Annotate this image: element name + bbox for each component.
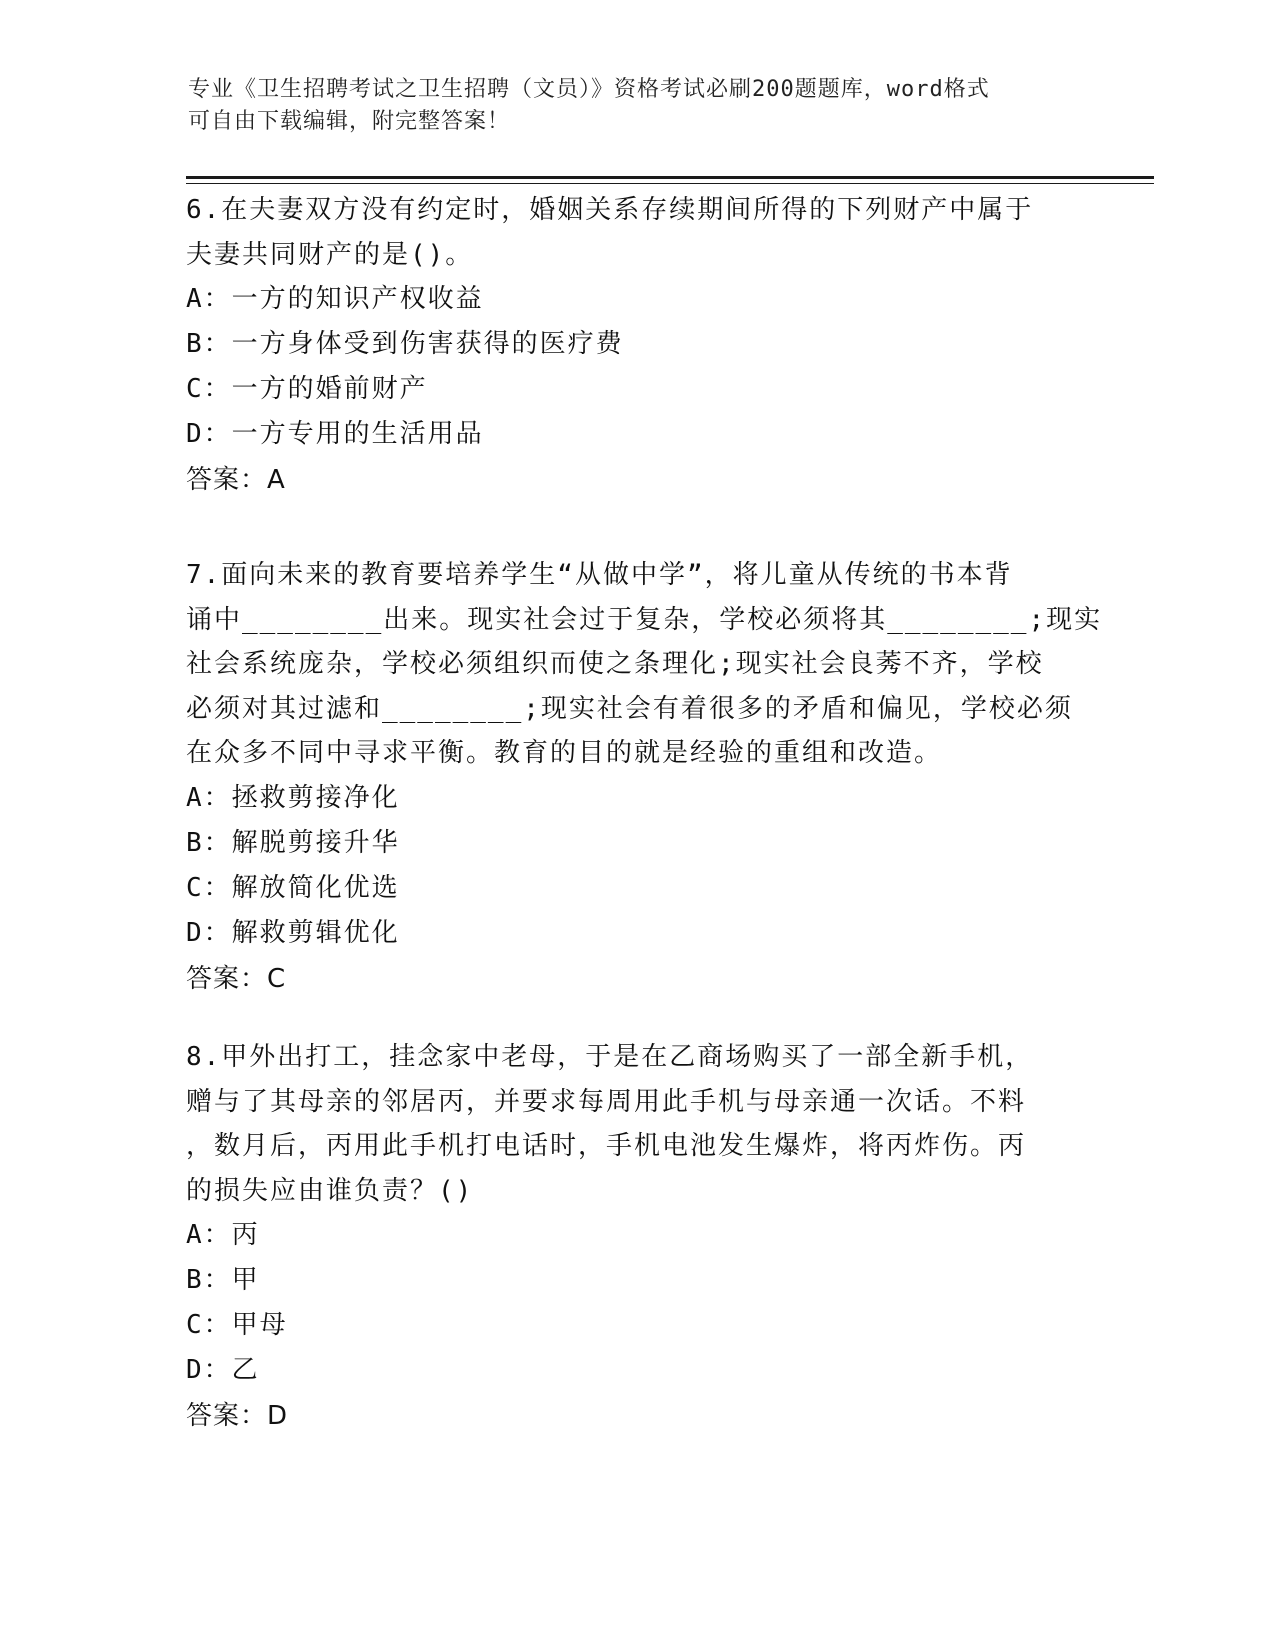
question-stem-line: 赠与了其母亲的邻居丙，并要求每周用此手机与母亲通一次话。不料 (186, 1086, 1027, 1117)
header-line-1: 专业《卫生招聘考试之卫生招聘（文员）》资格考试必刷200题题库，word格式 (188, 77, 990, 102)
question-stem-line: 必须对其过滤和________;现实社会有着很多的矛盾和偏见，学校必须 (186, 693, 1073, 724)
question-stem-line: 社会系统庞杂，学校必须组织而使之条理化;现实社会良莠不齐，学校 (186, 649, 1044, 679)
option-b: B：一方身体受到伤害获得的医疗费 (186, 329, 624, 359)
header-divider-thick (186, 176, 1154, 179)
question-stem-line: 7.面向未来的教育要培养学生“从做中学”，将儿童从传统的书本背 (186, 560, 1013, 590)
question-stem-line: 8.甲外出打工，挂念家中老母，于是在乙商场购买了一部全新手机， (186, 1042, 1034, 1072)
answer-line: 答案：D (186, 1401, 289, 1431)
question-stem-line: 诵中________出来。现实社会过于复杂，学校必须将其________;现实 (186, 604, 1103, 635)
question-8 (186, 1035, 1086, 1439)
option-b: B：解脱剪接升华 (186, 827, 400, 858)
option-d: D：解救剪辑优化 (186, 917, 400, 948)
document-header (188, 74, 1068, 138)
option-b: B：甲 (186, 1265, 260, 1295)
option-a: A：拯救剪接净化 (186, 782, 400, 813)
header-line-2: 可自由下载编辑，附完整答案！ (188, 109, 511, 134)
question-stem-line: 6.在夫妻双方没有约定时，婚姻关系存续期间所得的下列财产中属于 (186, 195, 1034, 225)
option-d: D：一方专用的生活用品 (186, 419, 484, 449)
question-stem-line: 夫妻共同财产的是()。 (186, 239, 474, 270)
question-stem-line: ，数月后，丙用此手机打电话时，手机电池发生爆炸，将丙炸伤。丙 (186, 1131, 1027, 1161)
option-c: C：解放简化优选 (186, 872, 400, 903)
answer-line: 答案：C (186, 963, 287, 994)
option-c: C：一方的婚前财产 (186, 374, 428, 404)
question-stem-line: 的损失应由谁负责？() (186, 1175, 474, 1206)
question-stem (186, 188, 1086, 277)
question-stem (186, 1035, 1086, 1213)
option-a: A：丙 (186, 1220, 260, 1250)
option-c: C：甲母 (186, 1310, 288, 1340)
question-7 (186, 553, 1103, 1002)
question-stem-line: 在众多不同中寻求平衡。教育的目的就是经验的重组和改造。 (186, 738, 943, 768)
option-d: D：乙 (186, 1355, 260, 1385)
question-stem (186, 553, 1103, 776)
option-a: A：一方的知识产权收益 (186, 284, 484, 314)
answer-line: 答案：A (186, 465, 286, 495)
question-6 (186, 188, 1086, 503)
header-divider-thin (186, 183, 1154, 184)
